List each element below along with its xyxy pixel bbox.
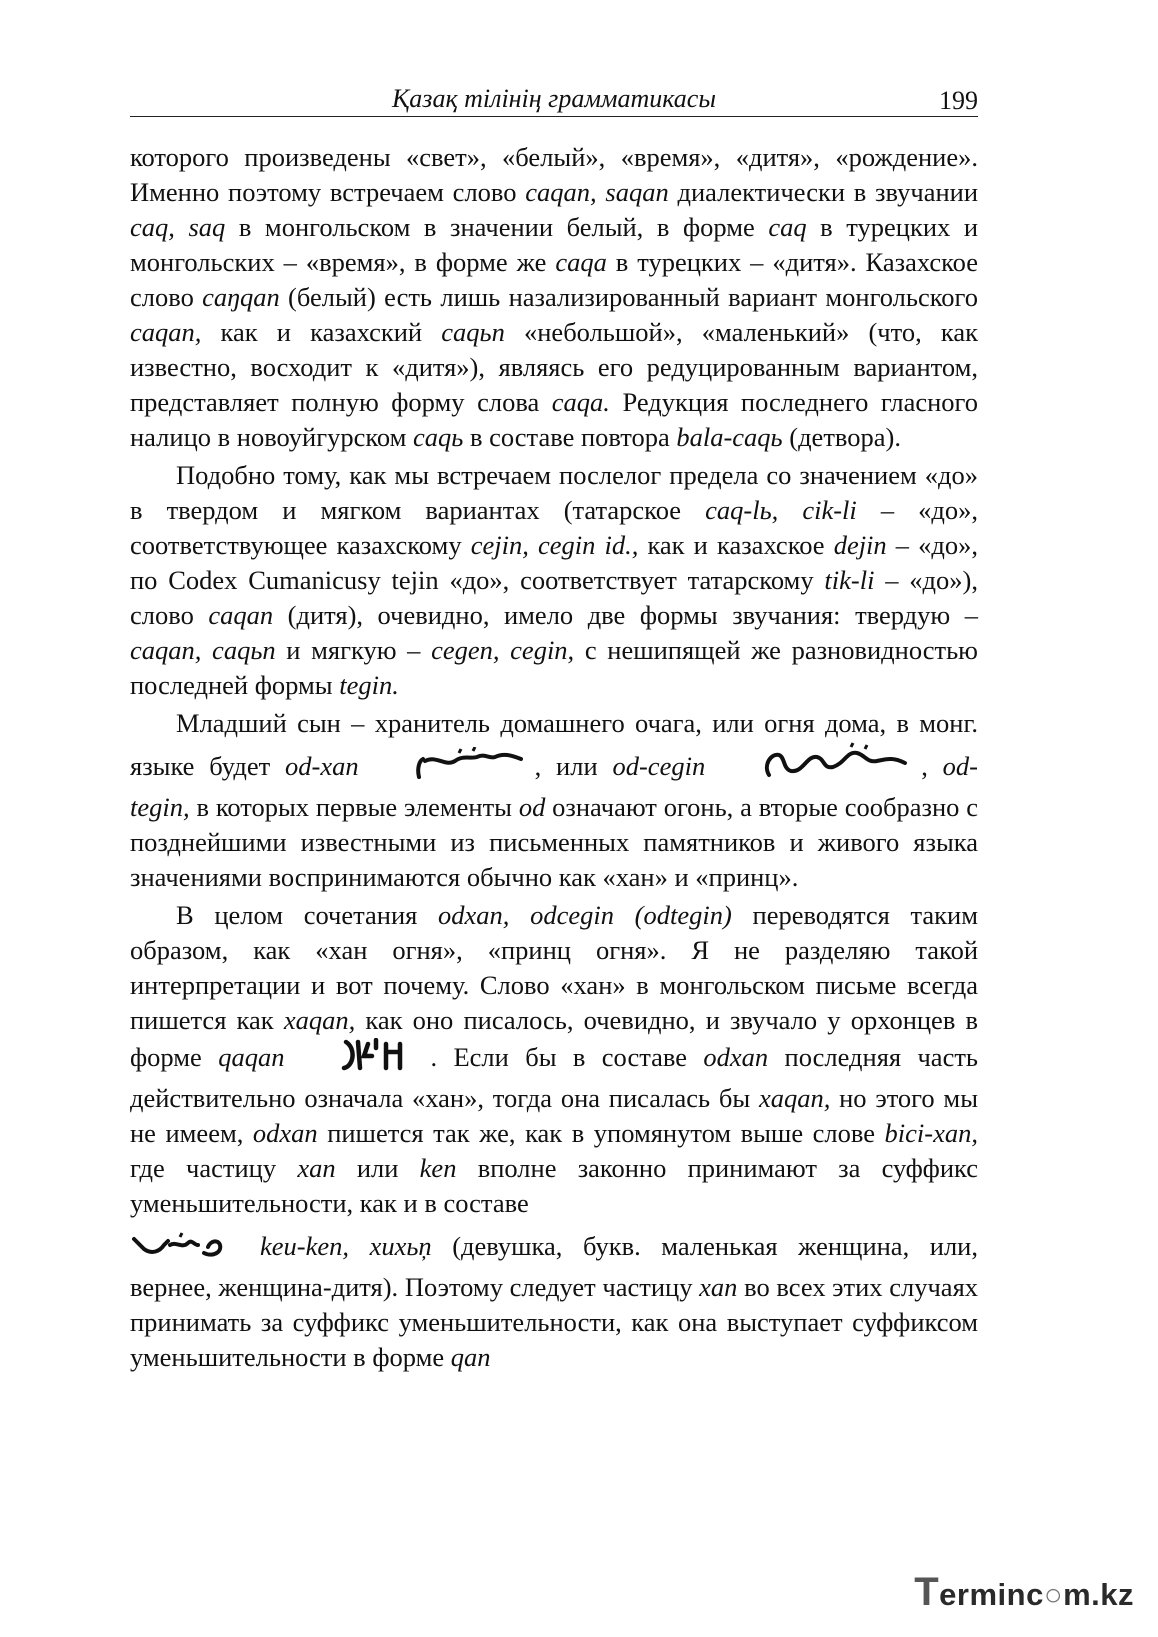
- magnifier-icon: ○: [1043, 1577, 1064, 1612]
- mongolian-script-keuken-image: [130, 1231, 230, 1270]
- paragraph-2: Подобно тому, как мы встречаем послелог предела со значением «до» в твердом и мягком вариантах (татарское caq-lь, cik-li – «до», соответствующее казахскому cejin, cegin id., как и казахское dejin – «до», по Codex Cumanicusy tejin «до», соответствует татарскому tik-li – «до»), слово caqan (дитя), очевидно, имело две формы звучания: твердую – caqan, caqьn и мягкую – cegen, cegin, с нешипящей же разновидностью последней формы tegin.: [130, 460, 979, 700]
- page-number: 199: [939, 86, 978, 115]
- termincom-watermark-logo: Terminc○m.kz: [914, 1570, 1134, 1614]
- paragraph-4: В целом сочетания odxan, odcegin (odtegin) переводятся таким образом, как «хан огня», «принц огня». Я не разделяю такой интерпретации и вот почему. Слово «хан» в монгольском письме всегда пишется как xaqan, как оно писалось, очевидно, и звучало у орхонцев в форме qaqan . Если бы в составе odxan последняя часть действительно означала «хан», тогда она писалась бы xaqan, но этого мы не имеем, odxan пишется так же, как в упомянутом выше слове bici-xan, где частицу xan или ken вполне законно принимают за суффикс уменьшительности, как и в составе: [130, 900, 978, 1218]
- orkhon-script-qaqan-image: [294, 1038, 420, 1081]
- paragraph-3: Младший сын – хранитель домашнего очага, или огня дома, в монг. языке будет od-xan , или od-cegin , od-tegin, в которых первые элементы od означают огонь, а вторые сообразно с позднейшими известными из письменных памятников и живого языка значениями воспринимаются обычно как «хан» и «принц».: [130, 708, 979, 892]
- paragraph-1: которого произведены «свет», «белый», «время», «дитя», «рождение». Именно поэтому встречаем слово caqan, saqan диалектически в звучании caq, saq в монгольском в значении белый, в форме caq в турецких и монгольских – «время», в форме же caqa в турецких – «дитя». Казахское слово caŋqan (белый) есть лишь назализированный вариант монгольского caqan, как и казахский caqьn «небольшой», «маленький» (что, как известно, восходит к «дитя»), являясь его редуцированным вариантом, представляет полную форму слова caqa. Редукция последнего гласного налицо в новоуйгурском caqь в составе повтора bala-caqь (детвора).: [130, 142, 979, 452]
- running-header: [130, 84, 978, 117]
- paragraph-5: keu-ken, xuxьņ (девушка, букв. маленькая женщина, или, вернее, женщина-дитя). Поэтому следует частицу xan во всех этих случаях принимать за суффикс уменьшительности, как она выступает суффиксом уменьшительности в форме qan: [130, 1231, 979, 1372]
- book-title: Қазақ тілінің грамматикасы: [392, 84, 716, 113]
- mongolian-script-odxan-image: [369, 747, 525, 790]
- body-text: [130, 140, 978, 1375]
- mongolian-script-odcegin-image: [715, 741, 911, 790]
